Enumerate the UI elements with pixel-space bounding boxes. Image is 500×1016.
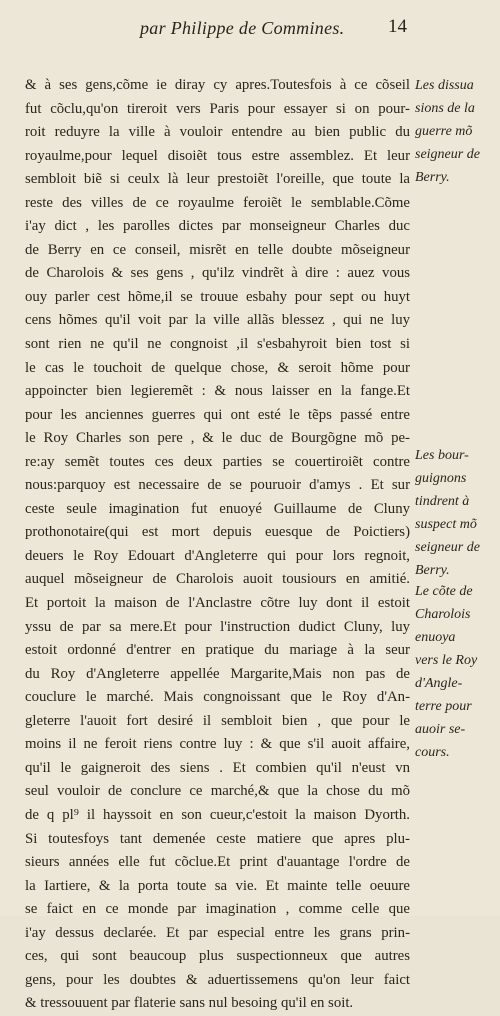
text-line: & tressouuent par flaterie sans nul besoing qu'il en soit. bbox=[25, 995, 354, 1012]
text-line: re:ay semẽt toutes ces deux parties se couertiroiẽt contre bbox=[25, 453, 410, 470]
main-text-block bbox=[25, 74, 410, 1016]
text-line: Et portoit la maison de l'Anclastre cõtre luy dont il estoit bbox=[25, 595, 410, 612]
text-line: nous:parquoy est necessaire de se pouruoir d'amys . Et sur bbox=[25, 477, 410, 494]
margin-note-line: terre pour bbox=[415, 699, 472, 714]
text-line: & à ses gens,cõme ie diray cy apres.Toutesfois à ce cõseil bbox=[25, 77, 410, 93]
text-line: ouy parler cest hõme,il se trouue esbahy pour sept ou huyt bbox=[25, 288, 410, 305]
margin-note-line: vers le Roy bbox=[415, 653, 478, 668]
margin-note-line: guignons bbox=[415, 471, 467, 486]
text-line: la Iartiere, & la porta toute sa vie. Et mainte telle oeuure bbox=[25, 877, 410, 894]
running-head: par Philippe de Commines. bbox=[140, 18, 345, 38]
text-line: gens, pour les doubtes & aduertissemens qu'on leur faict bbox=[25, 971, 410, 988]
text-line: auquel mõseigneur de Charolois auoit tousiours en amitié. bbox=[25, 571, 410, 588]
margin-note-line: Berry. bbox=[415, 563, 450, 578]
page-header bbox=[0, 14, 500, 44]
page-number: 14 bbox=[388, 16, 407, 37]
margin-note-line: cours. bbox=[415, 745, 450, 760]
text-line: appoincter bien legieremẽt : & nous laisser en la fange.Et bbox=[25, 383, 410, 400]
margin-note-line: Le cõte de bbox=[415, 584, 473, 599]
text-line: sieurs années elle fut cõclue.Et print d'auantage l'ordre de bbox=[25, 854, 410, 871]
text-line: se faict en ce monde par imagination , comme celle que bbox=[25, 901, 410, 918]
text-line: ces, qui sont beaucoup plus suspectionneux que autres bbox=[25, 948, 410, 965]
margin-note-line: tindrent à bbox=[415, 494, 470, 509]
text-line: le Roy Charles son pere , & le duc de Bourgõgne mõ pe- bbox=[25, 430, 410, 447]
margin-note-line: Les dissua bbox=[415, 78, 474, 93]
margin-note-line: suspect mõ bbox=[415, 517, 477, 532]
text-line: du Roy d'Angleterre appellée Margarite,Mais non pas de bbox=[25, 665, 410, 682]
text-line: i'ay dessus declarée. Et par especial entre les grans prin- bbox=[25, 924, 410, 941]
text-line: de q pl⁹ il hayssoit en son cueur,c'estoit la maison Dyorth. bbox=[25, 806, 410, 823]
text-line: de Charolois & ses gens , qu'ilz vindrẽt à dire : auez vous bbox=[25, 265, 410, 282]
margin-note-line: enuoya bbox=[415, 630, 456, 645]
text-line: couclure le marché. Mais congnoissant que le Roy d'An- bbox=[25, 689, 410, 706]
text-line: le cas le touchoit de quelque chose, & seroit hõme pour bbox=[25, 359, 410, 376]
text-line: prothonotaire(qui est mort depuis euesque de Poictiers) bbox=[25, 524, 410, 541]
text-line: pour les anciennes guerres qui ont esté le tẽps passé entre bbox=[25, 406, 410, 423]
margin-note-line: auoir se- bbox=[415, 722, 466, 737]
margin-note-line: d'Angle- bbox=[415, 676, 463, 691]
text-line: sembloit biẽ si ceulx là leur prestoiẽt l'oreille, que toute la bbox=[25, 171, 410, 188]
margin-note-burgundians bbox=[415, 444, 497, 582]
text-line: qu'il le gaigneroit des siens . Et combien qu'il n'eust vn bbox=[25, 759, 410, 776]
margin-note-line: guerre mõ bbox=[415, 124, 473, 139]
margin-note-line: Les bour- bbox=[415, 448, 469, 463]
text-line: deuers le Roy Edouart d'Angleterre qui pour lors regnoit, bbox=[25, 547, 410, 564]
text-line: royaulme,pour lequel disoiẽt tous estre assemblez. Et leur bbox=[25, 147, 410, 164]
text-line: reste des villes de ce royaulme feroiẽt le semblable.Cõme bbox=[25, 194, 410, 211]
text-line: seul vouloir de conclure ce marché,& que la chose du mõ bbox=[25, 783, 410, 800]
margin-note-line: Charolois bbox=[415, 607, 471, 622]
margin-note-line: sions de la bbox=[415, 101, 475, 116]
margin-note-line: seigneur de bbox=[415, 147, 480, 162]
text-line: Si toutesfoys tant demenée ceste matiere que apres plu- bbox=[25, 830, 410, 847]
text-line: de Berry en ce conseil, misrẽt en telle doubte mõseigneur bbox=[25, 241, 410, 258]
margin-note-line: seigneur de bbox=[415, 540, 480, 555]
text-line: estoit ordonné d'entrer en pratique du mariage à la seur bbox=[25, 642, 410, 659]
text-line: i'ay dict , les parolles dictes par monseigneur Charles duc bbox=[25, 218, 410, 235]
text-line: sont rien ne qu'il ne congnoist ,il s'esbahyroit bien tost si bbox=[25, 336, 410, 353]
text-line: moins il ne feroit riens contre luy : & que s'il auoit affaire, bbox=[25, 736, 410, 753]
text-line: roit reduyre la ville à vouloir entendre au bien public du bbox=[25, 124, 410, 141]
text-line: gleterre l'auoit fort desiré il sembloit bien , que pour le bbox=[25, 712, 410, 729]
text-line: yssu de par sa mere.Et pour l'instruction dudict Cluny, luy bbox=[25, 618, 410, 635]
margin-note-charolais bbox=[415, 580, 497, 764]
text-line: ceste seule imagination fut enuoyé Guillaume de Cluny bbox=[25, 500, 410, 517]
margin-note-dissuasions bbox=[415, 74, 497, 189]
margin-note-line: Berry. bbox=[415, 170, 450, 185]
text-line: fut cõclu,qu'on tireroit vers Paris pour essayer si on pour- bbox=[25, 100, 410, 117]
text-line: cens hõmes qu'il voit par la ville allãs blessez , qui ne luy bbox=[25, 312, 410, 329]
